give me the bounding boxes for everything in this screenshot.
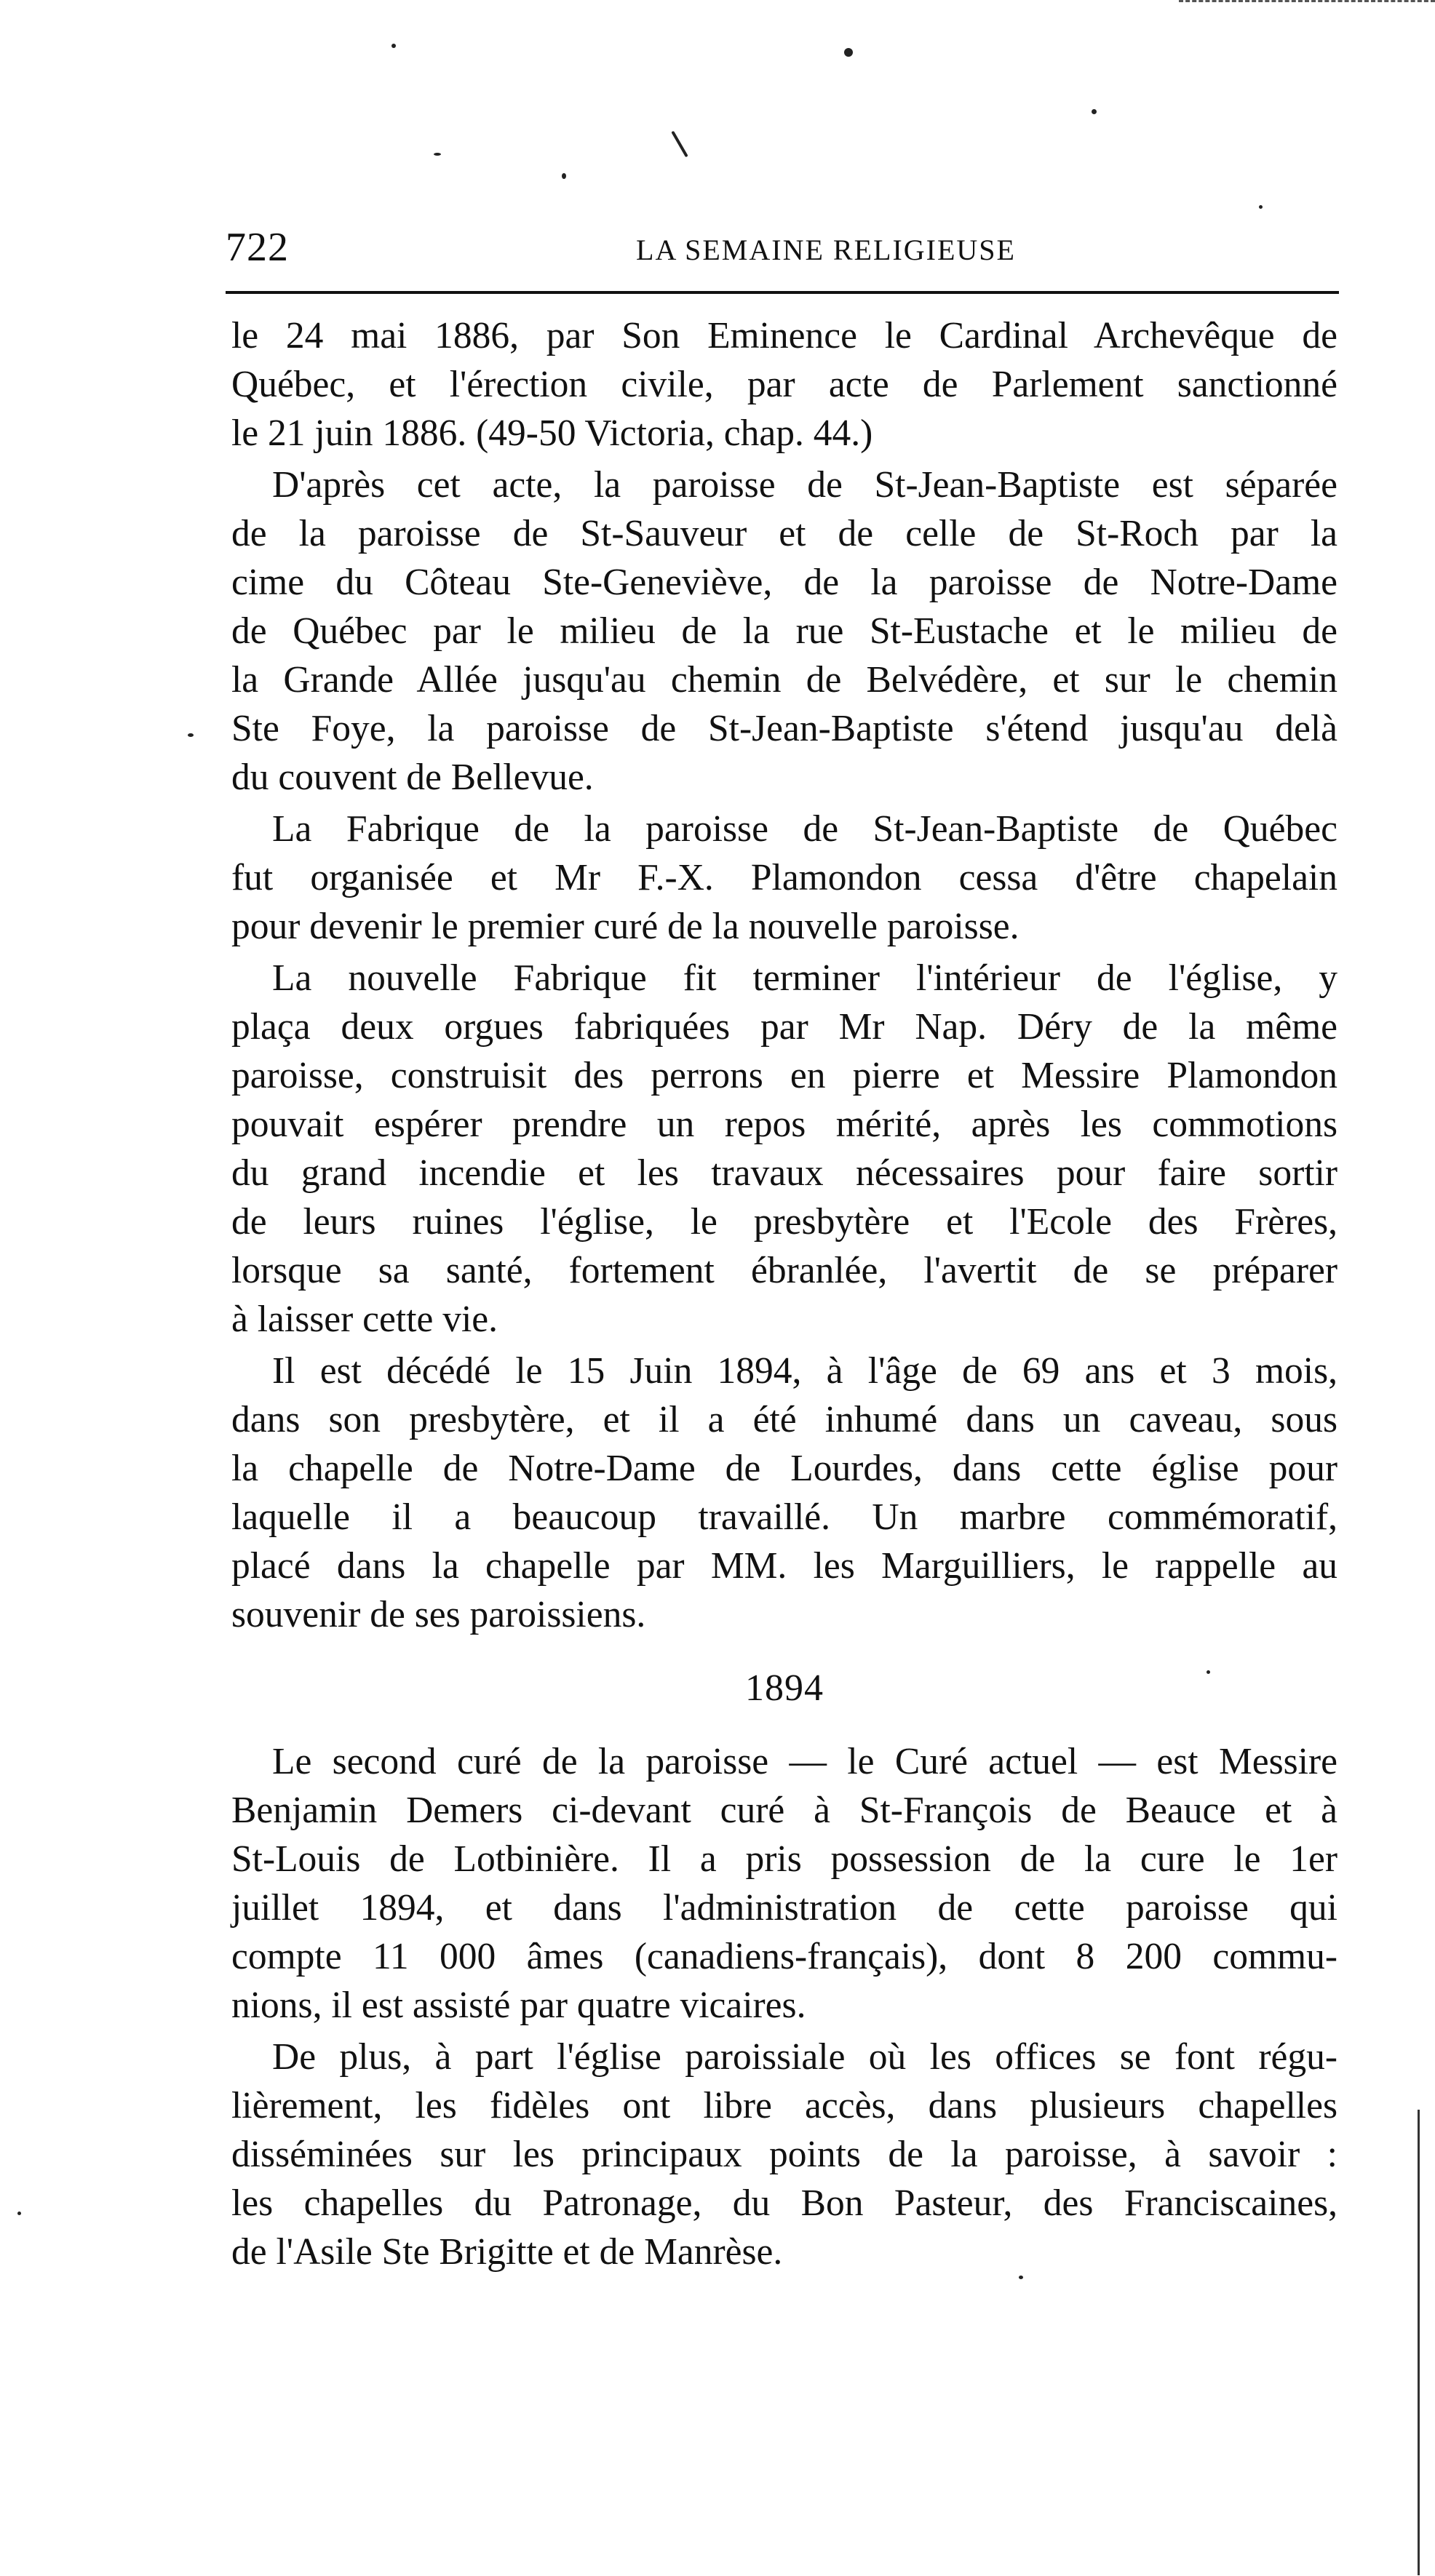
text-line: lorsque sa santé, fortement ébranlée, l'avertit de se préparer [231,1250,1337,1291]
header-rule [226,291,1339,294]
paragraph [231,954,1337,1344]
text-line: compte 11 000 âmes (canadiens-français), dont 8 200 commu- [231,1936,1337,1977]
text-line: Il est décédé le 15 Juin 1894, à l'âge de 69 ans et 3 mois, [272,1350,1337,1392]
scan-speck [1259,205,1263,209]
scan-speck [188,733,194,737]
text-line: disséminées sur les principaux points de la paroisse, à savoir : [231,2134,1337,2175]
text-line: le 21 juin 1886. (49-50 Victoria, chap. 44.) [231,412,873,454]
running-header [226,217,1339,282]
text-line: pour devenir le premier curé de la nouvelle paroisse. [231,906,1019,947]
text-line: la chapelle de Notre-Dame de Lourdes, dans cette église pour [231,1448,1337,1489]
text-line: de leurs ruines l'église, le presbytère et l'Ecole des Frères, [231,1201,1337,1243]
text-line: les chapelles du Patronage, du Bon Pasteur, des Franciscaines, [231,2182,1337,2224]
scan-speck [434,153,441,156]
text-line: la Grande Allée jusqu'au chemin de Belvédère, et sur le chemin [231,659,1337,701]
paragraph [231,311,1337,458]
text-line: de Québec par le milieu de la rue St-Eustache et le milieu de [231,610,1337,652]
paragraph [231,2033,1337,2276]
text-line: De plus, à part l'église paroissiale où les offices se font régu- [272,2036,1337,2078]
running-title: LA SEMAINE RELIGIEUSE [636,234,1016,266]
scan-speck [1092,109,1097,114]
scan-speck [17,2212,21,2215]
text-line: Ste Foye, la paroisse de St-Jean-Baptiste s'étend jusqu'au delà [231,708,1337,749]
body-text [231,311,1337,2279]
text-line: le 24 mai 1886, par Son Eminence le Cardinal Archevêque de [231,315,1337,356]
text-line: cime du Côteau Ste-Geneviève, de la paroisse de Notre-Dame [231,562,1337,603]
text-line: à laisser cette vie. [231,1299,498,1340]
text-line: Le second curé de la paroisse — le Curé actuel — est Messire [272,1741,1337,1782]
paragraph [231,805,1337,951]
text-line: paroisse, construisit des perrons en pierre et Messire Plamondon [231,1055,1337,1096]
scan-speck [562,173,566,179]
paragraph [231,460,1337,802]
text-line: plaça deux orgues fabriquées par Mr Nap. Déry de la même [231,1006,1337,1048]
scan-speck [671,131,688,158]
text-line: Québec, et l'érection civile, par acte de Parlement sanctionné [231,364,1337,405]
text-line: de la paroisse de St-Sauveur et de celle de St-Roch par la [231,513,1337,554]
text-line: juillet 1894, et dans l'administration de cette paroisse qui [231,1887,1337,1929]
paragraph [231,1737,1337,2030]
scan-margin-rule [1418,2110,1420,2575]
text-line: souvenir de ses paroissiens. [231,1594,646,1635]
text-line: D'après cet acte, la paroisse de St-Jean-Baptiste est séparée [272,464,1337,506]
text-line: La nouvelle Fabrique fit terminer l'intérieur de l'église, y [272,957,1337,999]
page-number: 722 [226,225,289,270]
text-line: de l'Asile Ste Brigitte et de Manrèse. [231,2231,783,2273]
text-line: Benjamin Demers ci-devant curé à St-François de Beauce et à [231,1790,1337,1831]
text-line: laquelle il a beaucoup travaillé. Un marbre commémoratif, [231,1496,1337,1538]
text-line: St-Louis de Lotbinière. Il a pris possession de la cure le 1er [231,1838,1337,1880]
paragraph [231,1347,1337,1639]
text-line: lièrement, les fidèles ont libre accès, dans plusieurs chapelles [231,2085,1337,2126]
scan-speck [391,44,396,48]
scan-speck [844,48,853,57]
text-line: La Fabrique de la paroisse de St-Jean-Baptiste de Québec [272,808,1337,850]
text-line: du couvent de Bellevue. [231,757,594,798]
section-heading: 1894 [745,1667,824,1709]
text-line: dans son presbytère, et il a été inhumé dans un caveau, sous [231,1399,1337,1440]
text-line: pouvait espérer prendre un repos mérité, après les commotions [231,1104,1337,1145]
text-line: fut organisée et Mr F.-X. Plamondon cessa d'être chapelain [231,857,1337,898]
scan-edge-mark [1179,0,1435,7]
text-line: du grand incendie et les travaux nécessaires pour faire sortir [231,1152,1337,1194]
text-line: placé dans la chapelle par MM. les Marguilliers, le rappelle au [231,1545,1337,1587]
text-line: nions, il est assisté par quatre vicaires. [231,1985,806,2026]
